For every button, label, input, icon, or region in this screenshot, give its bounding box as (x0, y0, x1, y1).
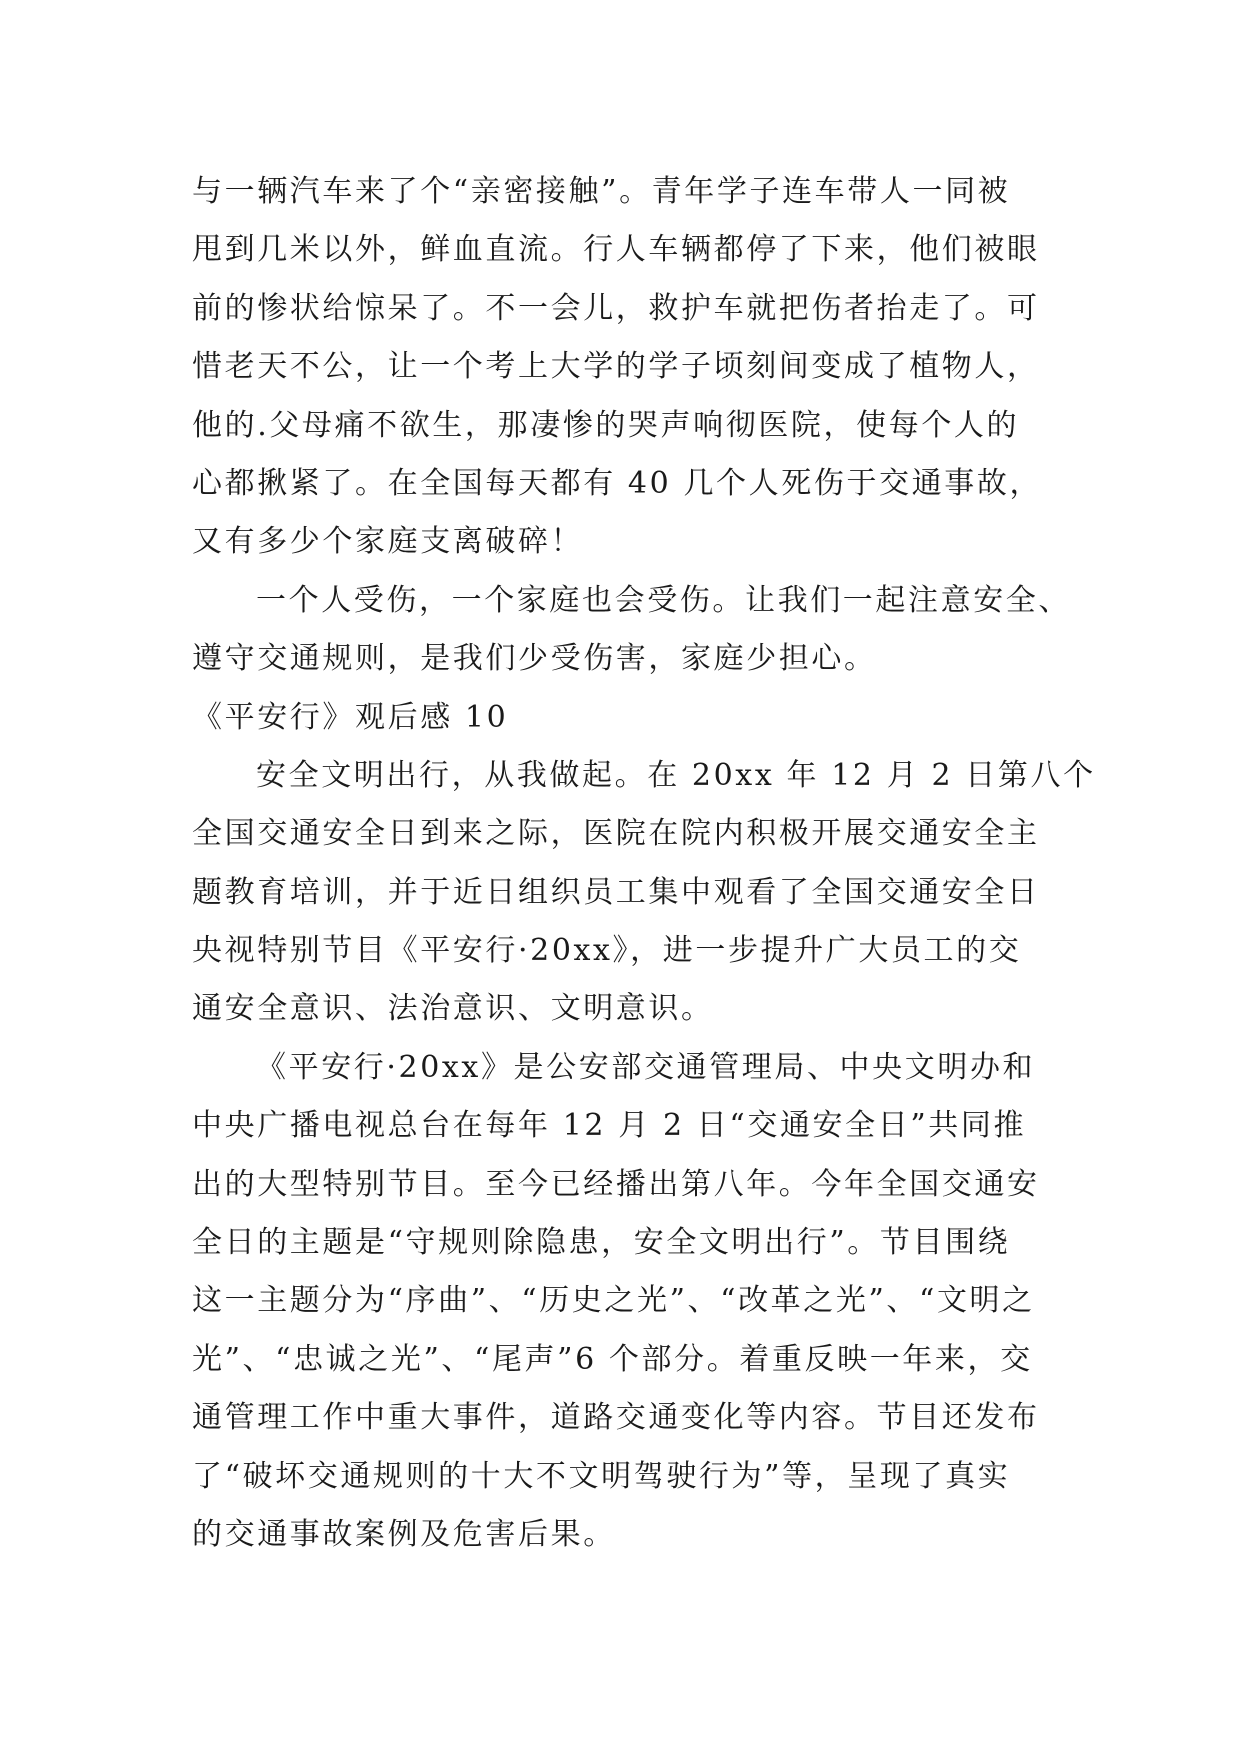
text-line: 中央广播电视总台在每年 12 月 2 日“交通安全日”共同推 (192, 1108, 1027, 1144)
text-line: 通安全意识、法治意识、文明意识。 (192, 991, 714, 1027)
document-body (192, 163, 1096, 1564)
text-line: 惜老天不公，让一个考上大学的学子顷刻间变成了植物人， (192, 349, 1040, 385)
section-title: 《平安行》观后感 10 (192, 699, 509, 735)
text-line: 了“破坏交通规则的十大不文明驾驶行为”等，呈现了真实 (192, 1458, 1011, 1494)
text-line: 他的.父母痛不欲生，那凄惨的哭声响彻医院，使每个人的 (192, 407, 1020, 443)
paragraph-conclusion (192, 572, 1071, 689)
text-line: 通管理工作中重大事件，道路交通变化等内容。节目还发布 (192, 1400, 1040, 1436)
text-line: 出的大型特别节目。至今已经播出第八年。今年全国交通安 (192, 1166, 1040, 1202)
text-line: 光”、“忠诚之光”、“尾声”6 个部分。着重反映一年来，交 (192, 1341, 1033, 1377)
text-line: 这一主题分为“序曲”、“历史之光”、“改革之光”、“文明之 (192, 1283, 1035, 1319)
text-line: 题教育培训，并于近日组织员工集中观看了全国交通安全日 (192, 874, 1040, 910)
text-line: 的交通事故案例及危害后果。 (192, 1516, 616, 1552)
text-line: 《平安行·20xx》是公安部交通管理局、中央文明办和 (256, 1049, 1036, 1085)
section-heading (192, 689, 1052, 747)
text-line: 前的惨状给惊呆了。不一会儿，救护车就把伤者抬走了。可 (192, 290, 1040, 326)
paragraph-program (192, 1039, 1052, 1565)
paragraph-intro (192, 747, 1096, 1039)
text-line: 与一辆汽车来了个“亲密接触”。青年学子连车带人一同被 (192, 174, 1011, 209)
text-line: 全日的主题是“守规则除隐患，安全文明出行”。节目围绕 (192, 1225, 1011, 1261)
paragraph-accident (192, 163, 1052, 572)
text-line: 全国交通安全日到来之际，医院在院内积极开展交通安全主 (192, 816, 1040, 852)
text-line: 又有多少个家庭支离破碎！ (192, 524, 584, 560)
text-line: 央视特别节目《平安行·20xx》，进一步提升广大员工的交 (192, 933, 1022, 969)
text-line: 甩到几米以外，鲜血直流。行人车辆都停了下来，他们被眼 (192, 232, 1040, 268)
text-line: 心都揪紧了。在全国每天都有 40 几个人死伤于交通事故， (192, 465, 1043, 501)
text-line: 一个人受伤，一个家庭也会受伤。让我们一起注意安全、 (256, 582, 1071, 618)
text-line: 遵守交通规则，是我们少受伤害，家庭少担心。 (192, 641, 877, 677)
text-line: 安全文明出行，从我做起。在 20xx 年 12 月 2 日第八个 (256, 757, 1096, 793)
